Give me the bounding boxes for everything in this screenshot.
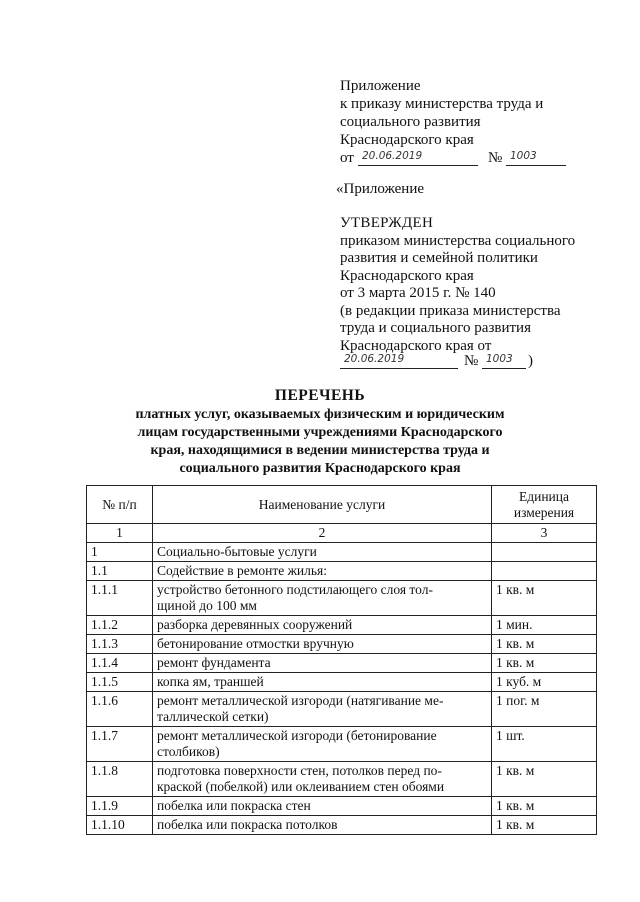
service-name-line: побелка или покраска потолков [157,817,338,832]
table-row [87,797,597,816]
appendix-label: «Приложение [336,181,425,197]
header-line: социального развития [340,114,481,130]
header-num: № п/п [87,486,153,524]
service-name-line: бетонирование отмостки вручную [157,636,354,651]
title-subline: лицам государственными учреждениями Краснодарского [137,425,503,440]
title-subline: социального развития Краснодарского края [179,461,461,476]
header-line: к приказу министерства труда и [340,96,544,112]
approval-line: Краснодарского края [340,267,474,284]
service-name [153,543,492,562]
table-row [87,673,597,692]
appendix-header [340,77,600,149]
unit: 1 шт. [492,727,597,762]
row-number: 1 [87,543,153,562]
service-name [153,797,492,816]
revision-reference [340,352,610,370]
service-name [153,692,492,727]
row-number: 1.1.4 [87,654,153,673]
row-number: 1.1.8 [87,762,153,797]
header-line: Краснодарского края [340,132,474,148]
row-number: 1.1.10 [87,816,153,835]
unit: 1 кв. м [492,816,597,835]
from-label: от [340,150,354,166]
service-name-line: краской (побелкой) или оклеиванием стен обоями [157,779,445,794]
handwritten-number: 1003 [482,352,526,369]
row-number: 1.1.2 [87,616,153,635]
order-reference [340,149,600,167]
service-name [153,562,492,581]
handwritten-number: 1003 [506,149,566,166]
service-name-line: подготовка поверхности стен, потолков перед по- [157,763,442,778]
unit: 1 мин. [492,616,597,635]
service-name [153,616,492,635]
service-name-line: Содействие в ремонте жилья: [157,563,327,578]
column-number: 2 [153,524,492,543]
service-name-line: разборка деревянных сооружений [157,617,353,632]
handwritten-date: 20.06.2019 [340,352,458,369]
closing-paren: ) [528,353,533,369]
service-name-line: устройство бетонного подстилающего слоя тол- [157,582,433,597]
table-row [87,762,597,797]
service-name-line: Социально-бытовые услуги [157,544,317,559]
approval-line: Краснодарского края от [340,337,492,354]
service-name-line: копка ям, траншей [157,674,264,689]
number-label: № [464,353,479,369]
row-number: 1.1.3 [87,635,153,654]
row-number: 1.1.6 [87,692,153,727]
table-row [87,654,597,673]
row-number: 1.1.7 [87,727,153,762]
services-table [86,485,597,835]
unit: 1 кв. м [492,635,597,654]
header-unit [492,486,597,524]
service-name-line: побелка или покраска стен [157,798,311,813]
table-row [87,727,597,762]
row-number: 1.1 [87,562,153,581]
title-subline: платных услуг, оказываемых физическим и юридическим [135,407,505,422]
service-name [153,654,492,673]
column-number: 3 [492,524,597,543]
service-name-line: столбиков) [157,744,220,759]
document-title [120,386,520,478]
service-name-line: щиной до 100 мм [157,598,257,613]
header-name: Наименование услуги [153,486,492,524]
service-name [153,762,492,797]
unit: 1 пог. м [492,692,597,727]
service-name-line: ремонт металлической изгороди (натягивание ме- [157,693,444,708]
service-name-line: ремонт фундамента [157,655,271,670]
service-name [153,581,492,616]
header-line: Приложение [340,78,421,94]
table-row [87,581,597,616]
approval-block [340,215,610,355]
title-main: ПЕРЕЧЕНЬ [274,387,366,404]
unit: 1 кв. м [492,654,597,673]
unit: 1 кв. м [492,762,597,797]
title-subline: края, находящимися в ведении министерства труда и [150,443,490,458]
service-name [153,673,492,692]
table-row [87,692,597,727]
header-unit-line: измерения [513,504,575,520]
row-number: 1.1.1 [87,581,153,616]
approval-line: развития и семейной политики [340,250,538,266]
table-row [87,616,597,635]
unit: 1 куб. м [492,673,597,692]
row-number: 1.1.5 [87,673,153,692]
approval-line: от 3 марта 2015 г. № 140 [340,285,496,301]
service-name [153,727,492,762]
approval-line: приказом министерства социального [340,232,576,249]
table-header-row [87,486,597,524]
header-unit-line: Единица [518,488,569,504]
row-number: 1.1.9 [87,797,153,816]
column-number: 1 [87,524,153,543]
table-row [87,816,597,835]
service-name [153,635,492,654]
service-name-line: таллической сетки) [157,709,269,724]
unit [492,543,597,562]
unit: 1 кв. м [492,581,597,616]
approval-line: труда и социального развития [340,320,531,336]
handwritten-date: 20.06.2019 [358,149,478,166]
number-label: № [488,150,503,166]
unit: 1 кв. м [492,797,597,816]
table-row [87,562,597,581]
service-name-line: ремонт металлической изгороди (бетонирование [157,728,437,743]
table-row [87,635,597,654]
unit [492,562,597,581]
table-row [87,543,597,562]
service-name [153,816,492,835]
approval-title: УТВЕРЖДЕН [340,215,434,231]
column-number-row [87,524,597,543]
approval-line: (в редакции приказа министерства [340,302,561,319]
